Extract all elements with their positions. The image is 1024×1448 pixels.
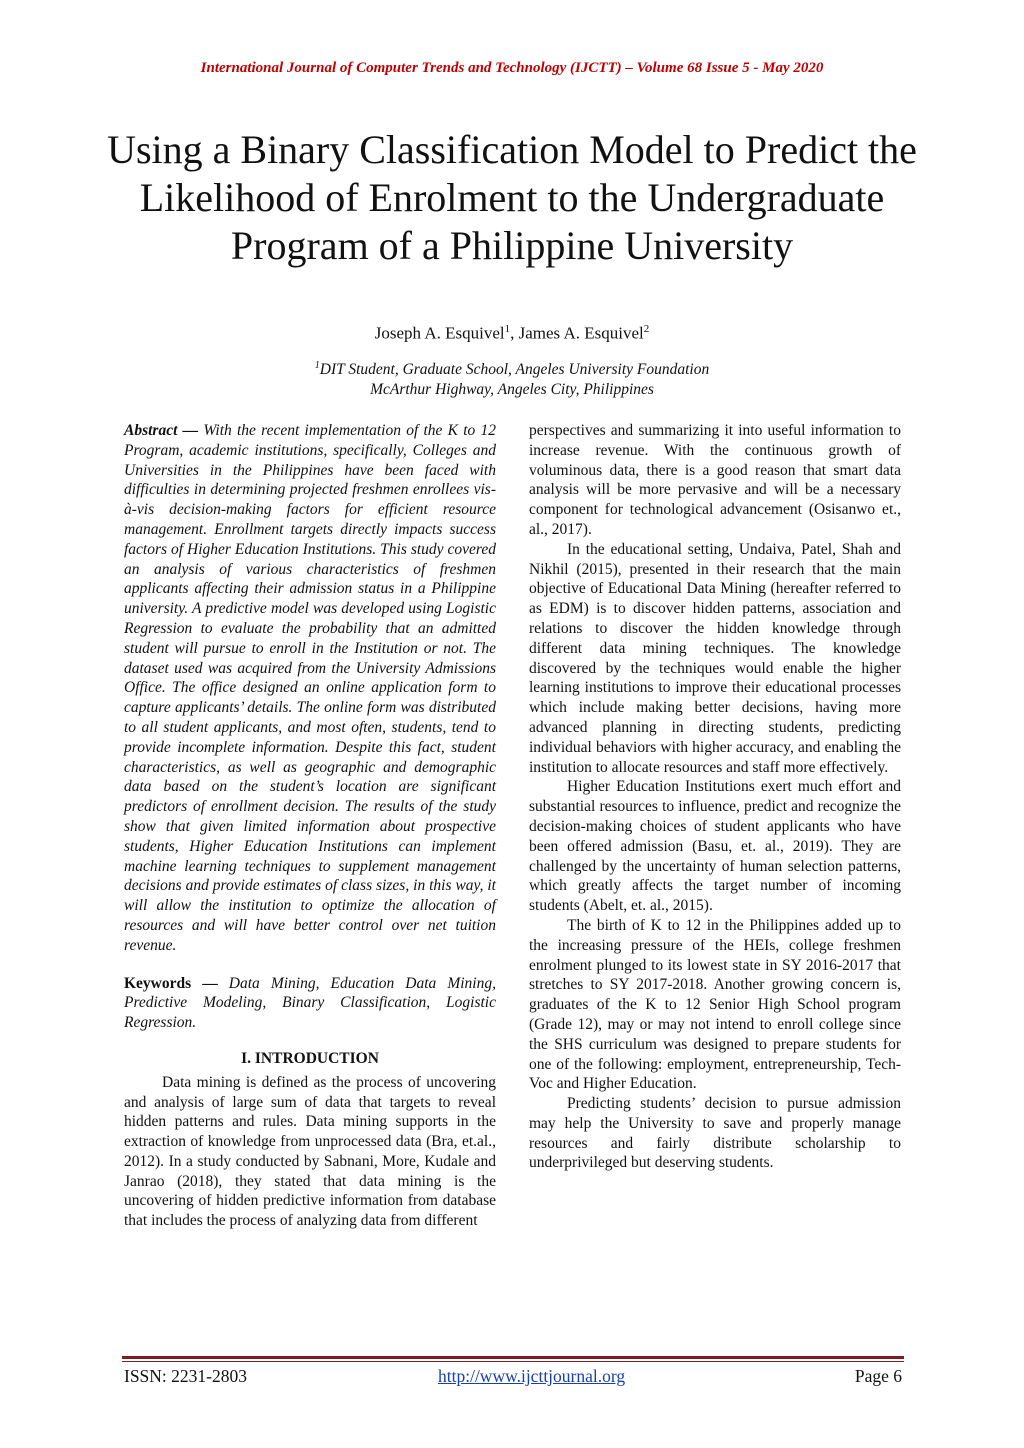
author-line: [0, 323, 1024, 344]
affiliation: [0, 356, 1024, 400]
abstract: [124, 421, 496, 956]
footer-rule: [122, 1361, 904, 1362]
paragraph: In the educational setting, Undaiva, Patel, Shah and Nikhil (2015), presented in their research that the main objective of Educational Data Mining (hereafter referred to as EDM) is to discover hidden patterns, association and relations to discover the hidden knowledge through different data mining techniques. The knowledge discovered by the techniques would enable the higher learning institutions to improve their educational processes which include making better decisions, having more advanced planning in directing students, predicting individual behaviors with higher accuracy, and enabling the institution to allocate resources and staff more effectively.: [529, 540, 901, 776]
author-name: James A. Esquivel: [518, 323, 644, 343]
page-number: Page 6: [854, 1366, 902, 1386]
author-separator: ,: [510, 323, 519, 343]
paragraph: Data mining is defined as the process of uncovering and analysis of large sum of data that targets to reveal hidden patterns and rules. Data mining supports in the extraction of knowledge from unprocessed data (Bra, et.al., 2012). In a study conducted by Sabnani, More, Kudale and Janrao (2018), they stated that data mining is the uncovering of hidden predictive information from database that includes the process of analyzing data from different: [124, 1073, 496, 1230]
footer-rule: [122, 1356, 904, 1359]
affiliation-mark: 1: [314, 360, 320, 371]
affiliation-line: McArthur Highway, Angeles City, Philippines: [370, 381, 654, 399]
issn: ISSN: 2231-2803: [124, 1366, 247, 1386]
affiliation-line: [0, 356, 1024, 380]
author-affiliation-mark: 2: [643, 323, 650, 335]
keywords-label: Keywords —: [124, 974, 218, 992]
keywords: [124, 974, 496, 1033]
paragraph: Predicting students’ decision to pursue admission may help the University to save and properly manage resources and fairly distribute scholarship to underprivileged but deserving students.: [529, 1095, 901, 1172]
abstract-label: Abstract —: [124, 422, 199, 439]
paragraph: Higher Education Institutions exert much effort and substantial resources to influence, predict and recognize the decision-making choices of student applicants who have been offered admission (Basu, et. al., 2019). They are challenged by the uncertainty of human selection patterns, which greatly affects the target number of incoming students (Abelt, et. al., 2015).: [529, 778, 901, 915]
section-heading: I. INTRODUCTION: [241, 1049, 379, 1067]
author-name: Joseph A. Esquivel: [374, 323, 505, 343]
right-column: [529, 421, 901, 1173]
affiliation-text: DIT Student, Graduate School, Angeles University Foundation: [319, 361, 710, 379]
left-column: [124, 421, 496, 1231]
journal-url-link[interactable]: http://www.ijcttjournal.org: [438, 1366, 626, 1386]
paragraph: perspectives and summarizing it into useful information to increase revenue. With the continuous growth of voluminous data, there is a good reason that smart data analysis will be more pervasive and will be a necessary component for technological advancement (Osisanwo et., al., 2017).: [529, 422, 901, 538]
author-affiliation-mark: 1: [504, 323, 511, 335]
keywords-text: Data Mining, Education Data Mining, Predictive Modeling, Binary Classification, Logistic Regression.: [124, 974, 496, 1032]
journal-header: International Journal of Computer Trends and Technology (IJCTT) – Volume 68 Issue 5 - May 2020: [200, 60, 824, 76]
paragraph: The birth of K to 12 in the Philippines added up to the increasing pressure of the HEIs, college freshmen enrolment plunged to its lowest state in SY 2016-2017 that stretches to SY 2017-2018. Another growing concern is, graduates of the K to 12 Senior High School program (Grade 12), may or may not intend to enroll college since the SHS curriculum was designed to prepare students for one of the following: employment, entrepreneurship, Tech-Voc and Higher Education.: [529, 916, 901, 1093]
abstract-text: With the recent implementation of the K to 12 Program, academic institutions, specifically, Colleges and Universities in the Philippines have been faced with difficulties in determining projected freshmen enrollees vis-à-vis decision-making factors for efficient resource management. Enrollment targets directly impacts success factors of Higher Education Institutions. This study covered an analysis of various characteristics of freshmen applicants affecting their admission status in a Philippine university. A predictive model was developed using Logistic Regression to evaluate the probability that an admitted student will pursue to enroll in the Institution or not. The dataset used was acquired from the University Admissions Office. The office designed an online application form to capture applicants’ details. The online form was distributed to all student applicants, and most often, students, tend to provide incomplete information. Despite this fact, student characteristics, as well as geographic and demographic data based on the student’s location are significant predictors of enrollment decision. The results of the study show that given limited information about prospective students, Higher Education Institutions can implement machine learning techniques to supplement management decisions and provide estimates of class sizes, in this way, it will allow the institution to optimize the allocation of resources and will have better control over net tuition revenue.: [124, 422, 496, 954]
paper-title: Using a Binary Classification Model to Predict the Likelihood of Enrolment to the Undergraduate Program of a Philippine University: [107, 127, 917, 268]
